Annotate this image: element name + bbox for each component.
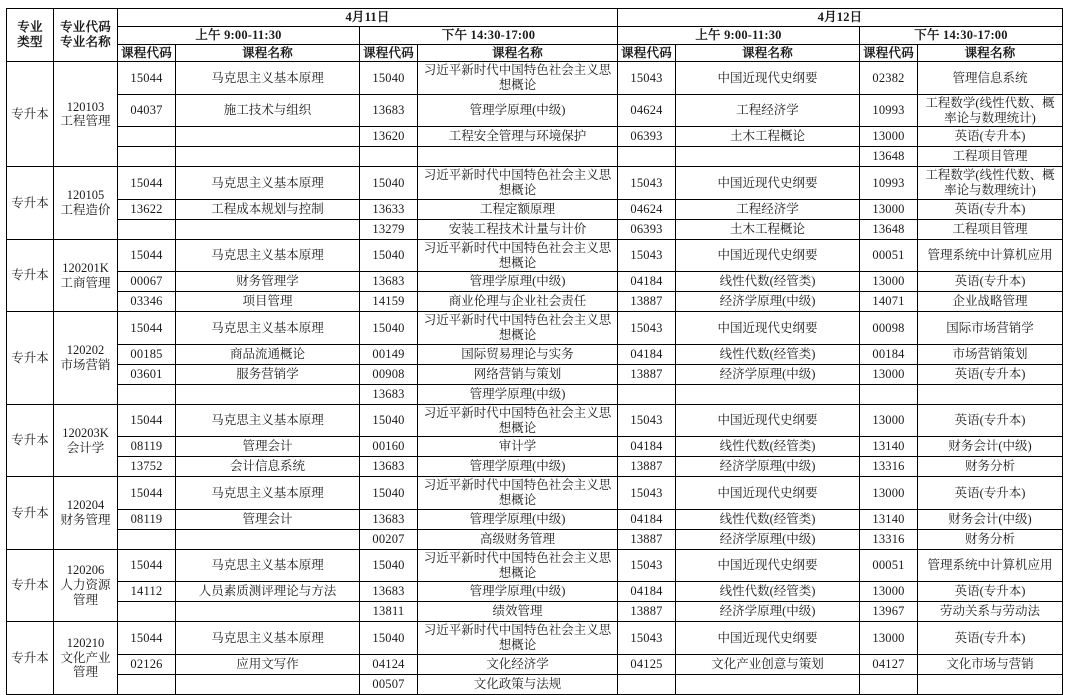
cell-d1pm-name: 习近平新时代中国特色社会主义思想概论: [418, 404, 618, 437]
cell-d2pm-code: 10993: [860, 94, 918, 127]
cell-d2pm-name: 财务分析: [918, 457, 1063, 477]
cell-d2am-name: 土木工程概论: [676, 219, 860, 239]
cell-d2pm-code: 00051: [860, 549, 918, 582]
cell-d1am-code: 13622: [118, 199, 176, 219]
cell-d1pm-code: 13683: [360, 582, 418, 602]
cell-d2pm-code: 13140: [860, 437, 918, 457]
cell-d2am-code: 15043: [618, 312, 676, 345]
table-row: [7, 147, 1063, 167]
cell-d1am-name: 人员素质测评理论与方法: [176, 582, 360, 602]
cell-d2pm-name: 工程项目管理: [918, 147, 1063, 167]
cell-d1pm-name: 管理学原理(中级): [418, 272, 618, 292]
table-row: [7, 292, 1063, 312]
cell-d1pm-code: 13683: [360, 94, 418, 127]
table-row: [7, 509, 1063, 529]
cell-d1am-name: 马克思主义基本原理: [176, 239, 360, 272]
cell-d2am-code: 04184: [618, 344, 676, 364]
cell-d2pm-name: 英语(专升本): [918, 404, 1063, 437]
cell-d1am-name: 马克思主义基本原理: [176, 622, 360, 655]
cell-major-code-name: [54, 312, 118, 405]
cell-d1am-name: [176, 127, 360, 147]
cell-d1pm-name: 习近平新时代中国特色社会主义思想概论: [418, 312, 618, 345]
header-d1am-code: 课程代码: [118, 44, 176, 62]
cell-d2pm-code: 00098: [860, 312, 918, 345]
cell-d2pm-name: 英语(专升本): [918, 272, 1063, 292]
cell-d1pm-name: 高级财务管理: [418, 529, 618, 549]
table-row: [7, 404, 1063, 437]
cell-d1pm-code: 00149: [360, 344, 418, 364]
major-name: 市场营销: [60, 358, 111, 372]
cell-d2am-code: 15043: [618, 549, 676, 582]
header-row-columns: [7, 44, 1063, 62]
cell-d2pm-code: 13140: [860, 509, 918, 529]
header-major-code-name: [54, 9, 118, 62]
cell-major-code-name: [54, 62, 118, 167]
cell-d1am-code: [118, 529, 176, 549]
header-major-type: [7, 9, 54, 62]
cell-d1pm-code: 00207: [360, 529, 418, 549]
cell-d2am-code: [618, 674, 676, 694]
major-code: 120206: [66, 563, 105, 578]
cell-d1pm-code: 13683: [360, 457, 418, 477]
cell-d1am-code: [118, 219, 176, 239]
cell-d2pm-code: 13000: [860, 127, 918, 147]
cell-d2pm-code: 13316: [860, 457, 918, 477]
header-d2pm-code: 课程代码: [860, 44, 918, 62]
cell-d1am-code: 13752: [118, 457, 176, 477]
cell-d1am-code: [118, 602, 176, 622]
cell-d1pm-code: 04124: [360, 654, 418, 674]
major-name: 工程管理: [60, 114, 111, 129]
cell-d2pm-code: 13000: [860, 199, 918, 219]
cell-d1pm-name: 管理学原理(中级): [418, 457, 618, 477]
header-day-2: 4月12日: [618, 9, 1063, 27]
cell-d2am-name: 文化产业创意与策划: [676, 654, 860, 674]
header-day-1: 4月11日: [118, 9, 618, 27]
cell-d1pm-name: 习近平新时代中国特色社会主义思想概论: [418, 167, 618, 200]
cell-d1pm-code: 15040: [360, 549, 418, 582]
cell-d2pm-name: 英语(专升本): [918, 199, 1063, 219]
cell-d2am-name: 线性代数(经管类): [676, 582, 860, 602]
cell-d1pm-code: 13683: [360, 272, 418, 292]
cell-d2pm-code: 13648: [860, 147, 918, 167]
cell-d2pm-code: 14071: [860, 292, 918, 312]
cell-d2am-code: 04125: [618, 654, 676, 674]
cell-d2pm-name: 国际市场营销学: [918, 312, 1063, 345]
cell-d1pm-name: 安装工程技术计量与计价: [418, 219, 618, 239]
cell-major-code-name: [54, 549, 118, 622]
cell-d1am-name: 马克思主义基本原理: [176, 167, 360, 200]
major-name-cont: 管理: [72, 592, 98, 607]
cell-d1am-code: 04037: [118, 94, 176, 127]
cell-d2am-name: 中国近现代史纲要: [676, 477, 860, 510]
cell-d2am-name: 中国近现代史纲要: [676, 167, 860, 200]
cell-d2pm-code: 00184: [860, 344, 918, 364]
cell-d2am-name: 经济学原理(中级): [676, 292, 860, 312]
cell-d2pm-name: 管理信息系统: [918, 62, 1063, 95]
cell-d1am-code: 14112: [118, 582, 176, 602]
cell-d1am-code: 08119: [118, 437, 176, 457]
major-name: 财务管理: [60, 513, 111, 527]
table-row: [7, 272, 1063, 292]
table-row: [7, 549, 1063, 582]
cell-d1pm-name: 绩效管理: [418, 602, 618, 622]
cell-d2am-name: 中国近现代史纲要: [676, 622, 860, 655]
cell-d1pm-code: 15040: [360, 62, 418, 95]
table-row: [7, 622, 1063, 655]
header-day2-morning: 上午 9:00-11:30: [618, 26, 860, 44]
cell-d2pm-name: 英语(专升本): [918, 622, 1063, 655]
cell-d1am-code: 00185: [118, 344, 176, 364]
cell-d1pm-name: 管理学原理(中级): [418, 94, 618, 127]
header-d2am-name: 课程名称: [676, 44, 860, 62]
header-day2-afternoon: 下午 14:30-17:00: [860, 26, 1063, 44]
cell-d2pm-name: 英语(专升本): [918, 127, 1063, 147]
cell-d1am-name: 马克思主义基本原理: [176, 477, 360, 510]
cell-d1pm-name: 习近平新时代中国特色社会主义思想概论: [418, 549, 618, 582]
table-row: [7, 127, 1063, 147]
header-major-type-line2: 类型: [17, 35, 43, 50]
cell-d2am-code: 04624: [618, 94, 676, 127]
cell-d1pm-name: 习近平新时代中国特色社会主义思想概论: [418, 477, 618, 510]
cell-d2am-code: 04184: [618, 582, 676, 602]
cell-d2am-name: 经济学原理(中级): [676, 602, 860, 622]
table-row: [7, 457, 1063, 477]
cell-d2am-name: 工程经济学: [676, 94, 860, 127]
cell-d1am-code: 15044: [118, 549, 176, 582]
cell-d1pm-name: 工程安全管理与环境保护: [418, 127, 618, 147]
cell-d2pm-name: 英语(专升本): [918, 477, 1063, 510]
cell-d2pm-code: [860, 674, 918, 694]
table-row: [7, 312, 1063, 345]
header-d2pm-name: 课程名称: [918, 44, 1063, 62]
cell-major-code-name: [54, 167, 118, 240]
cell-d1am-name: 管理会计: [176, 437, 360, 457]
cell-d1pm-code: 15040: [360, 312, 418, 345]
major-code: 120203K: [62, 425, 109, 440]
cell-d2am-code: 15043: [618, 477, 676, 510]
cell-d1am-code: 15044: [118, 167, 176, 200]
cell-major-code-name: [54, 622, 118, 695]
header-major-code-line1: 专业代码: [60, 20, 111, 35]
major-code: 120204: [66, 498, 105, 513]
cell-d1am-code: 15044: [118, 477, 176, 510]
cell-d1pm-name: 习近平新时代中国特色社会主义思想概论: [418, 622, 618, 655]
cell-d2pm-code: 13316: [860, 529, 918, 549]
cell-d2pm-name: 企业战略管理: [918, 292, 1063, 312]
cell-d2am-name: 中国近现代史纲要: [676, 549, 860, 582]
cell-d2am-code: 13887: [618, 292, 676, 312]
cell-d2pm-code: 13000: [860, 622, 918, 655]
cell-d2am-name: 中国近现代史纲要: [676, 312, 860, 345]
cell-d2am-name: 线性代数(经管类): [676, 509, 860, 529]
cell-d2am-name: 线性代数(经管类): [676, 272, 860, 292]
cell-major-type: 专升本: [7, 62, 54, 167]
cell-d1pm-code: 13633: [360, 199, 418, 219]
cell-d1pm-code: 13279: [360, 219, 418, 239]
cell-d1pm-code: 00160: [360, 437, 418, 457]
cell-d2am-code: 04184: [618, 509, 676, 529]
cell-d1am-name: 服务营销学: [176, 364, 360, 384]
cell-d1am-name: 应用文写作: [176, 654, 360, 674]
cell-d1am-code: [118, 674, 176, 694]
cell-d2pm-name: [918, 384, 1063, 404]
cell-d2pm-name: 英语(专升本): [918, 582, 1063, 602]
table-row: [7, 364, 1063, 384]
cell-d1am-name: 工程成本规划与控制: [176, 199, 360, 219]
cell-d2pm-name: 工程数学(线性代数、概率论与数理统计): [918, 167, 1063, 200]
cell-d1am-name: 项目管理: [176, 292, 360, 312]
header-d2am-code: 课程代码: [618, 44, 676, 62]
cell-d1pm-code: 13683: [360, 509, 418, 529]
cell-d1am-name: 马克思主义基本原理: [176, 549, 360, 582]
cell-d2am-name: [676, 147, 860, 167]
cell-d2am-name: [676, 674, 860, 694]
cell-d2pm-name: 财务分析: [918, 529, 1063, 549]
cell-d1pm-name: 习近平新时代中国特色社会主义思想概论: [418, 239, 618, 272]
cell-d2pm-code: 00051: [860, 239, 918, 272]
cell-d1pm-name: 商业伦理与企业社会责任: [418, 292, 618, 312]
cell-d2am-code: 13887: [618, 602, 676, 622]
cell-d2am-code: 13887: [618, 529, 676, 549]
cell-d1am-name: [176, 147, 360, 167]
table-row: [7, 529, 1063, 549]
major-code: 120105: [66, 188, 105, 203]
table-row: [7, 437, 1063, 457]
cell-d2pm-code: 13000: [860, 477, 918, 510]
cell-d1pm-code: 15040: [360, 404, 418, 437]
cell-major-type: 专升本: [7, 312, 54, 405]
cell-d1am-code: 03601: [118, 364, 176, 384]
cell-d2pm-name: 财务会计(中级): [918, 509, 1063, 529]
cell-major-code-name: [54, 477, 118, 550]
major-name: 工商管理: [60, 275, 111, 290]
cell-d1pm-name: 审计学: [418, 437, 618, 457]
table-row: [7, 94, 1063, 127]
cell-d1pm-name: 网络营销与策划: [418, 364, 618, 384]
cell-d2am-code: 15043: [618, 404, 676, 437]
cell-d1am-code: 08119: [118, 509, 176, 529]
table-row: [7, 384, 1063, 404]
cell-d1am-name: 财务管理学: [176, 272, 360, 292]
header-day1-morning: 上午 9:00-11:30: [118, 26, 360, 44]
major-name: 会计学: [66, 440, 105, 455]
cell-major-code-name: [54, 239, 118, 312]
cell-d1pm-code: 13811: [360, 602, 418, 622]
cell-d2am-name: 土木工程概论: [676, 127, 860, 147]
cell-d2pm-name: [918, 674, 1063, 694]
header-major-code-line2: 专业名称: [60, 35, 111, 50]
cell-d1pm-name: 管理学原理(中级): [418, 384, 618, 404]
cell-d1am-name: [176, 674, 360, 694]
major-code: 120201K: [62, 260, 109, 275]
major-name-cont: 管理: [72, 665, 98, 680]
cell-d1am-name: 马克思主义基本原理: [176, 312, 360, 345]
cell-d2am-name: 中国近现代史纲要: [676, 239, 860, 272]
cell-d1pm-name: 工程定额原理: [418, 199, 618, 219]
cell-d1am-name: 商品流通概论: [176, 344, 360, 364]
cell-d2pm-name: 工程项目管理: [918, 219, 1063, 239]
cell-d1am-name: 施工技术与组织: [176, 94, 360, 127]
cell-d2am-name: 中国近现代史纲要: [676, 404, 860, 437]
major-name: 文化产业: [60, 650, 111, 665]
cell-d2am-name: 经济学原理(中级): [676, 364, 860, 384]
table-body: [7, 62, 1063, 695]
cell-d2am-code: 13887: [618, 457, 676, 477]
cell-d1pm-name: 习近平新时代中国特色社会主义思想概论: [418, 62, 618, 95]
cell-major-type: 专升本: [7, 622, 54, 695]
cell-d1am-code: 15044: [118, 404, 176, 437]
cell-d1am-code: 15044: [118, 62, 176, 95]
cell-d2am-name: 工程经济学: [676, 199, 860, 219]
cell-d1am-name: 管理会计: [176, 509, 360, 529]
cell-d1pm-code: 13683: [360, 384, 418, 404]
major-code: 120210: [66, 635, 105, 650]
cell-d1am-code: [118, 147, 176, 167]
cell-d1am-code: 02126: [118, 654, 176, 674]
cell-d2am-name: [676, 384, 860, 404]
major-name: 工程造价: [60, 203, 111, 217]
cell-d2pm-name: 管理系统中计算机应用: [918, 549, 1063, 582]
cell-d1pm-name: 管理学原理(中级): [418, 582, 618, 602]
cell-d1am-code: 15044: [118, 622, 176, 655]
cell-d1am-code: 15044: [118, 312, 176, 345]
cell-major-type: 专升本: [7, 239, 54, 312]
cell-major-type: 专升本: [7, 477, 54, 550]
cell-d2am-code: 06393: [618, 127, 676, 147]
exam-schedule-table: [6, 8, 1063, 695]
cell-d2pm-code: 13000: [860, 404, 918, 437]
cell-d2am-name: 中国近现代史纲要: [676, 62, 860, 95]
cell-d2pm-code: 10993: [860, 167, 918, 200]
cell-d2pm-code: 13648: [860, 219, 918, 239]
cell-d2am-code: 06393: [618, 219, 676, 239]
cell-major-type: 专升本: [7, 549, 54, 622]
cell-d2pm-code: 13000: [860, 272, 918, 292]
cell-d1pm-code: 15040: [360, 477, 418, 510]
cell-d2am-name: 线性代数(经管类): [676, 437, 860, 457]
cell-major-type: 专升本: [7, 167, 54, 240]
cell-d1pm-name: 文化经济学: [418, 654, 618, 674]
cell-d1am-name: [176, 219, 360, 239]
cell-d2pm-name: 劳动关系与劳动法: [918, 602, 1063, 622]
cell-d2pm-code: 02382: [860, 62, 918, 95]
cell-d2am-code: 04624: [618, 199, 676, 219]
header-d1pm-name: 课程名称: [418, 44, 618, 62]
cell-d2pm-name: 市场营销策划: [918, 344, 1063, 364]
cell-d1pm-code: 15040: [360, 167, 418, 200]
cell-d1pm-name: 管理学原理(中级): [418, 509, 618, 529]
cell-d1am-code: [118, 127, 176, 147]
cell-d2am-code: 04184: [618, 437, 676, 457]
header-d1am-name: 课程名称: [176, 44, 360, 62]
table-row: [7, 654, 1063, 674]
cell-d1pm-code: 00507: [360, 674, 418, 694]
cell-d2pm-code: 13000: [860, 582, 918, 602]
cell-d2am-code: 13887: [618, 364, 676, 384]
cell-d2pm-code: 13967: [860, 602, 918, 622]
table-header: [7, 9, 1063, 62]
cell-d2am-name: 经济学原理(中级): [676, 457, 860, 477]
cell-d1pm-name: [418, 147, 618, 167]
cell-d1am-name: 会计信息系统: [176, 457, 360, 477]
cell-d2pm-name: 工程数学(线性代数、概率论与数理统计): [918, 94, 1063, 127]
cell-d2am-name: 线性代数(经管类): [676, 344, 860, 364]
cell-d2pm-code: 13000: [860, 364, 918, 384]
cell-d1am-name: [176, 529, 360, 549]
table-row: [7, 477, 1063, 510]
cell-d2am-code: 15043: [618, 167, 676, 200]
cell-d1pm-code: 14159: [360, 292, 418, 312]
table-row: [7, 199, 1063, 219]
cell-d2pm-code: 04127: [860, 654, 918, 674]
cell-d2pm-name: 英语(专升本): [918, 364, 1063, 384]
cell-d1pm-code: 13620: [360, 127, 418, 147]
cell-major-type: 专升本: [7, 404, 54, 477]
cell-d1am-name: [176, 602, 360, 622]
cell-d2pm-name: 财务会计(中级): [918, 437, 1063, 457]
cell-d2pm-code: [860, 384, 918, 404]
cell-d2am-code: 04184: [618, 272, 676, 292]
table-row: [7, 602, 1063, 622]
header-major-type-line1: 专业: [17, 20, 43, 35]
table-row: [7, 62, 1063, 95]
cell-d2pm-name: 文化市场与营销: [918, 654, 1063, 674]
cell-d2am-code: [618, 384, 676, 404]
cell-d1pm-code: 15040: [360, 239, 418, 272]
table-row: [7, 167, 1063, 200]
major-name: 人力资源: [60, 578, 111, 593]
cell-d1am-code: 03346: [118, 292, 176, 312]
cell-d1pm-code: [360, 147, 418, 167]
header-d1pm-code: 课程代码: [360, 44, 418, 62]
cell-d2pm-name: 管理系统中计算机应用: [918, 239, 1063, 272]
cell-d1am-name: 马克思主义基本原理: [176, 404, 360, 437]
cell-d1am-code: [118, 384, 176, 404]
cell-major-code-name: [54, 404, 118, 477]
cell-d1am-name: [176, 384, 360, 404]
cell-d1pm-name: 国际贸易理论与实务: [418, 344, 618, 364]
cell-d1am-code: 00067: [118, 272, 176, 292]
cell-d2am-code: 15043: [618, 239, 676, 272]
cell-d2am-name: 经济学原理(中级): [676, 529, 860, 549]
table-row: [7, 674, 1063, 694]
cell-d1pm-name: 文化政策与法规: [418, 674, 618, 694]
cell-d2am-code: 15043: [618, 622, 676, 655]
header-day1-afternoon: 下午 14:30-17:00: [360, 26, 618, 44]
cell-d1am-code: 15044: [118, 239, 176, 272]
table-row: [7, 219, 1063, 239]
cell-d1am-name: 马克思主义基本原理: [176, 62, 360, 95]
table-row: [7, 582, 1063, 602]
table-row: [7, 344, 1063, 364]
cell-d1pm-code: 15040: [360, 622, 418, 655]
major-code: 120202: [66, 343, 105, 358]
cell-d2am-code: 15043: [618, 62, 676, 95]
major-code: 120103: [66, 99, 105, 114]
cell-d1pm-code: 00908: [360, 364, 418, 384]
table-row: [7, 239, 1063, 272]
header-row-day: [7, 9, 1063, 27]
cell-d2am-code: [618, 147, 676, 167]
header-row-session: [7, 26, 1063, 44]
